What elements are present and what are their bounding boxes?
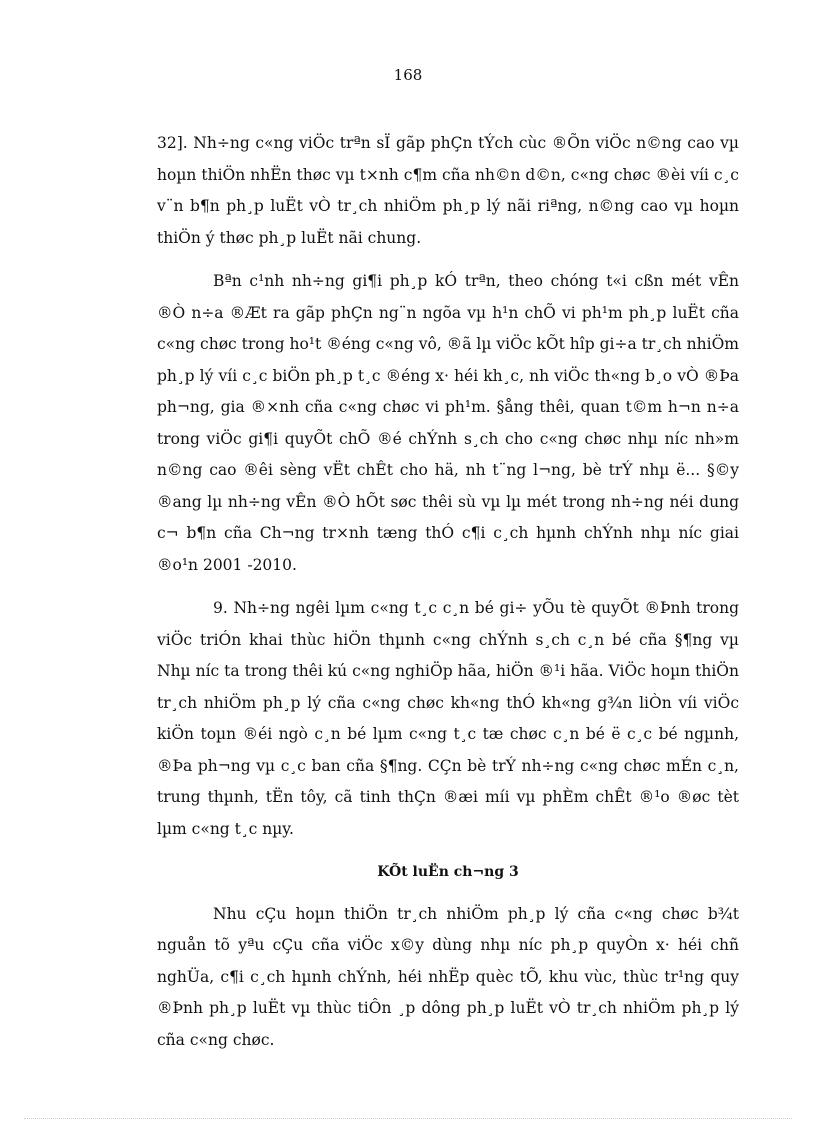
paragraph-2: Bªn c¹nh nh÷ng gi¶i ph¸p kÓ trªn, theo chóng t«i cßn mét vÊn ®Ò n÷a ®Æt ra gãp phÇn ng¨n ngõa vµ h¹n chÕ vi ph¹m ph¸p luËt cña c«ng chøc trong ho¹t ®éng c«ng vô, ®ã lµ viÖc kÕt hîp gi÷a tr¸ch nhiÖm ph¸p lý víi c¸c biÖn ph¸p t¸c ®éng x· héi kh¸c, nh viÖc th«ng b¸o vÒ ®Þa ph¬ng, gia ®×nh cña c«ng chøc vi ph¹m. §ång thêi, quan t©m h¬n n÷a trong viÖc gi¶i quyÕt chÕ ®é chÝnh s¸ch cho c«ng chøc nhµ níc nh»m n©ng cao ®êi sèng vËt chÊt cho hä, nh t¨ng l¬ng, bè trÝ nhµ ë... §©y ®ang lµ nh÷ng vÊn ®Ò hÕt søc thêi sù vµ lµ mét trong nh÷ng néi dung c¬ b¶n cña Ch¬ng tr×nh tæng thÓ c¶i c¸ch hµnh chÝnh nhµ níc giai ®o¹n 2001 -2010. — [157, 272, 739, 574]
paragraph-3: 9. Nh÷ng ngêi lµm c«ng t¸c c¸n bé gi÷ yÕu tè quyÕt ®Þnh trong viÖc triÓn khai thùc hiÖn thµnh c«ng chÝnh s¸ch c¸n bé cña §¶ng vµ Nhµ níc ta trong thêi kú c«ng nghiÖp hãa, hiÖn ®¹i hãa. ViÖc hoµn thiÖn tr¸ch nhiÖm ph¸p lý cña c«ng chøc kh«ng thÓ kh«ng g¾n liÒn víi viÖc kiÖn toµn ®éi ngò c¸n bé lµm c«ng t¸c tæ chøc c¸n bé ë c¸c bé ngµnh, ®Þa ph¬ng vµ c¸c ban cña §¶ng. CÇn bè trÝ nh÷ng c«ng chøc mÉn c¸n, trung thµnh, tËn tôy, cã tinh thÇn ®æi míi vµ phÈm chÊt ®¹o ®øc tèt lµm c«ng t¸c nµy. — [157, 599, 739, 838]
paragraph-1: 32]. Nh÷ng c«ng viÖc trªn sÏ gãp phÇn tÝch cùc ®Õn viÖc n©ng cao vµ hoµn thiÖn nhËn thøc vµ t×nh c¶m cña nh©n d©n, c«ng chøc ®èi víi c¸c v¨n b¶n ph¸p luËt vÒ tr¸ch nhiÖm ph¸p lý nãi riªng, n©ng cao vµ hoµn thiÖn ý thøc ph¸p luËt nãi chung. — [157, 134, 739, 247]
closing-paragraph: Nhu cÇu hoµn thiÖn tr¸ch nhiÖm ph¸p lý cña c«ng chøc b¾t nguån tõ yªu cÇu cña viÖc x©y dùng nhµ níc ph¸p quyÒn x· héi chñ nghÜa, c¶i c¸ch hµnh chÝnh, héi nhËp quèc tÕ, khu vùc, thùc tr¹ng quy ®Þnh ph¸p luËt vµ thùc tiÔn ¸p dông ph¸p luËt vÒ tr¸ch nhiÖm ph¸p lý cña c«ng chøc. — [157, 904, 739, 1049]
document-body — [157, 128, 739, 1068]
page-number: 168 — [393, 66, 423, 84]
chapter-conclusion-heading: KÕt luËn ch¬ng 3 — [377, 864, 519, 880]
bottom-divider — [24, 1118, 792, 1119]
